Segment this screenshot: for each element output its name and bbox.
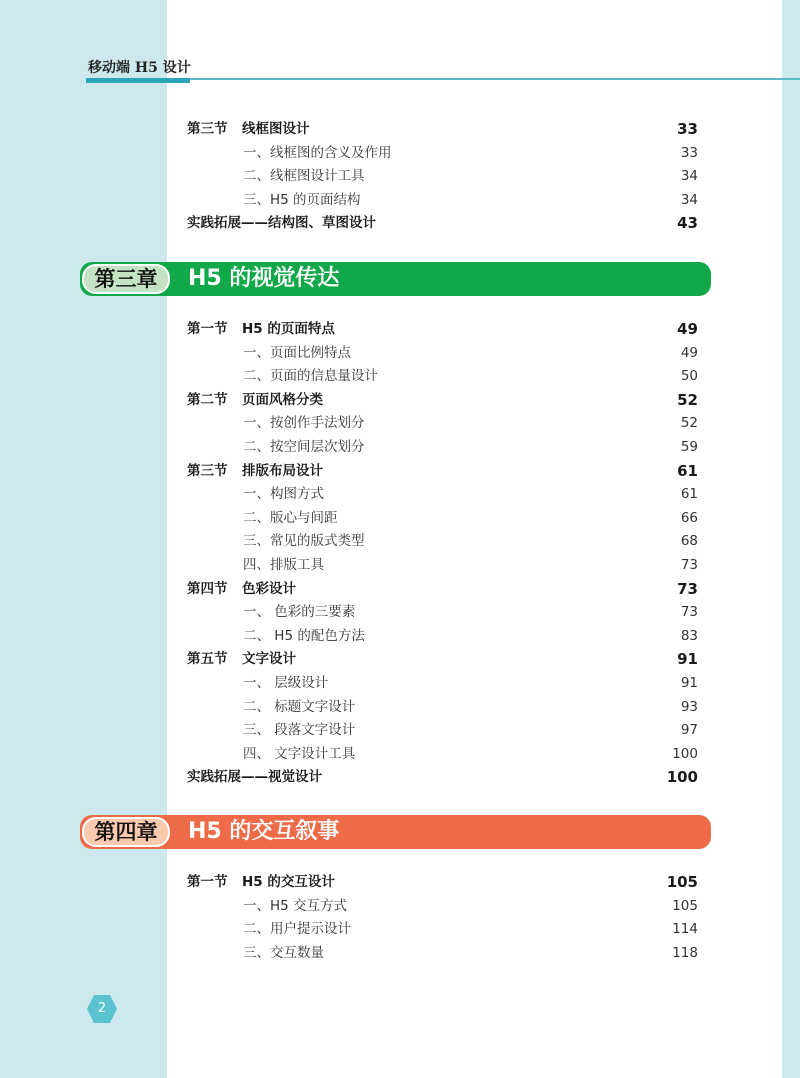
subentry-title: 二、按空间层次划分 [243,439,365,455]
toc-subentry [187,530,698,552]
toc-subentry [187,554,698,576]
toc-subentry [187,189,698,211]
page-reference: 100 [666,768,698,787]
toc-subentry [187,942,698,964]
page-reference: 52 [680,415,698,432]
subentry-title: 一、按创作手法划分 [243,415,365,432]
practice-title: 实践拓展——结构图、草图设计 [187,215,376,232]
page-reference: 43 [677,214,698,233]
page-reference: 105 [666,873,698,891]
left-color-band [0,0,167,1078]
section-title: 排版布局设计 [242,462,323,479]
subentry-title: 二、版心与间距 [243,509,338,526]
section-number: 第三节 [187,121,228,137]
chapter-3-title: H5 的视觉传达 [188,266,340,291]
chapter-4-banner [80,815,711,849]
page-reference: 66 [680,509,698,526]
section-title: 色彩设计 [242,580,296,597]
running-header-title: 移动端 H5 设计 [88,60,191,76]
subentry-title: 一、 色彩的三要素 [243,604,356,621]
section-number: 第四节 [187,580,228,597]
chapter-3-label: 第三章 [82,264,170,294]
page-reference: 59 [680,439,698,455]
page-reference: 105 [672,897,698,914]
toc-subentry [187,895,698,917]
toc-section-entry [187,871,698,893]
page-reference: 34 [680,191,698,208]
subentry-title: 一、H5 交互方式 [243,897,348,914]
section-number: 第一节 [187,874,228,890]
toc-subentry [187,696,698,718]
page-reference: 33 [677,120,698,138]
toc-subentry [187,436,698,458]
page-reference: 33 [680,144,698,161]
section-title: 文字设计 [242,651,296,668]
subentry-title: 一、构图方式 [243,486,324,503]
subentry-title: 二、用户提示设计 [243,921,351,938]
toc-section-entry [187,578,698,600]
page-reference: 93 [680,698,698,715]
section-number: 第一节 [187,321,228,337]
subentry-title: 四、排版工具 [243,557,324,573]
subentry-title: 一、线框图的含义及作用 [243,144,392,161]
section-title: 页面风格分类 [242,391,323,408]
toc-subentry [187,743,698,765]
subentry-title: 二、页面的信息量设计 [243,368,378,385]
section-title: 线框图设计 [242,121,310,137]
toc-subentry [187,601,698,623]
toc-section-entry [187,460,698,482]
section-title: H5 的交互设计 [242,874,335,890]
toc-section-entry [187,318,698,340]
toc-section-entry [187,118,698,140]
subentry-title: 三、交互数量 [243,944,324,961]
page-reference: 83 [680,627,698,644]
page-reference: 73 [680,604,698,621]
chapter-3-banner [80,262,711,296]
toc-subentry [187,918,698,940]
section-number: 第五节 [187,651,228,668]
toc-subentry [187,625,698,647]
page-reference: 91 [680,675,698,691]
page-number: 2 [97,1001,107,1016]
page-reference: 97 [680,722,698,739]
header-rule [86,78,800,80]
subentry-title: 二、 H5 的配色方法 [243,627,365,644]
toc-practice-entry [187,766,698,788]
page-reference: 91 [677,650,698,669]
header-rule-accent [86,78,190,83]
toc-subentry [187,412,698,434]
toc-subentry [187,672,698,694]
page-reference: 73 [677,579,698,598]
section-number: 第三节 [187,462,228,479]
toc-subentry [187,342,698,364]
page-reference: 52 [677,390,698,409]
page-reference: 34 [680,168,698,185]
chapter-4-label: 第四章 [82,817,170,847]
page-reference: 73 [680,557,698,573]
right-color-band [782,0,800,1078]
subentry-title: 三、常见的版式类型 [243,533,365,550]
subentry-title: 一、页面比例特点 [243,344,351,361]
subentry-title: 四、 文字设计工具 [243,745,356,762]
page-reference: 49 [677,320,698,338]
toc-section-entry [187,389,698,411]
toc-subentry [187,507,698,529]
page-reference: 114 [672,921,698,938]
toc-section-entry [187,648,698,670]
page-reference: 49 [680,344,698,361]
page-reference: 100 [672,745,698,762]
subentry-title: 二、线框图设计工具 [243,168,365,185]
practice-title: 实践拓展——视觉设计 [187,769,322,786]
toc-subentry [187,483,698,505]
page-reference: 50 [680,368,698,385]
page-reference: 61 [677,461,698,480]
section-number: 第二节 [187,391,228,408]
toc-subentry [187,142,698,164]
page-reference: 118 [672,944,698,961]
subentry-title: 三、H5 的页面结构 [243,191,361,208]
toc-subentry [187,719,698,741]
chapter-4-title: H5 的交互叙事 [188,819,340,844]
subentry-title: 二、 标题文字设计 [243,698,356,715]
page-reference: 61 [680,486,698,503]
toc-subentry [187,365,698,387]
subentry-title: 一、 层级设计 [243,675,329,691]
section-title: H5 的页面特点 [242,321,335,337]
subentry-title: 三、 段落文字设计 [243,722,356,739]
toc-practice-entry [187,212,698,234]
toc-subentry [187,165,698,187]
page-reference: 68 [680,533,698,550]
